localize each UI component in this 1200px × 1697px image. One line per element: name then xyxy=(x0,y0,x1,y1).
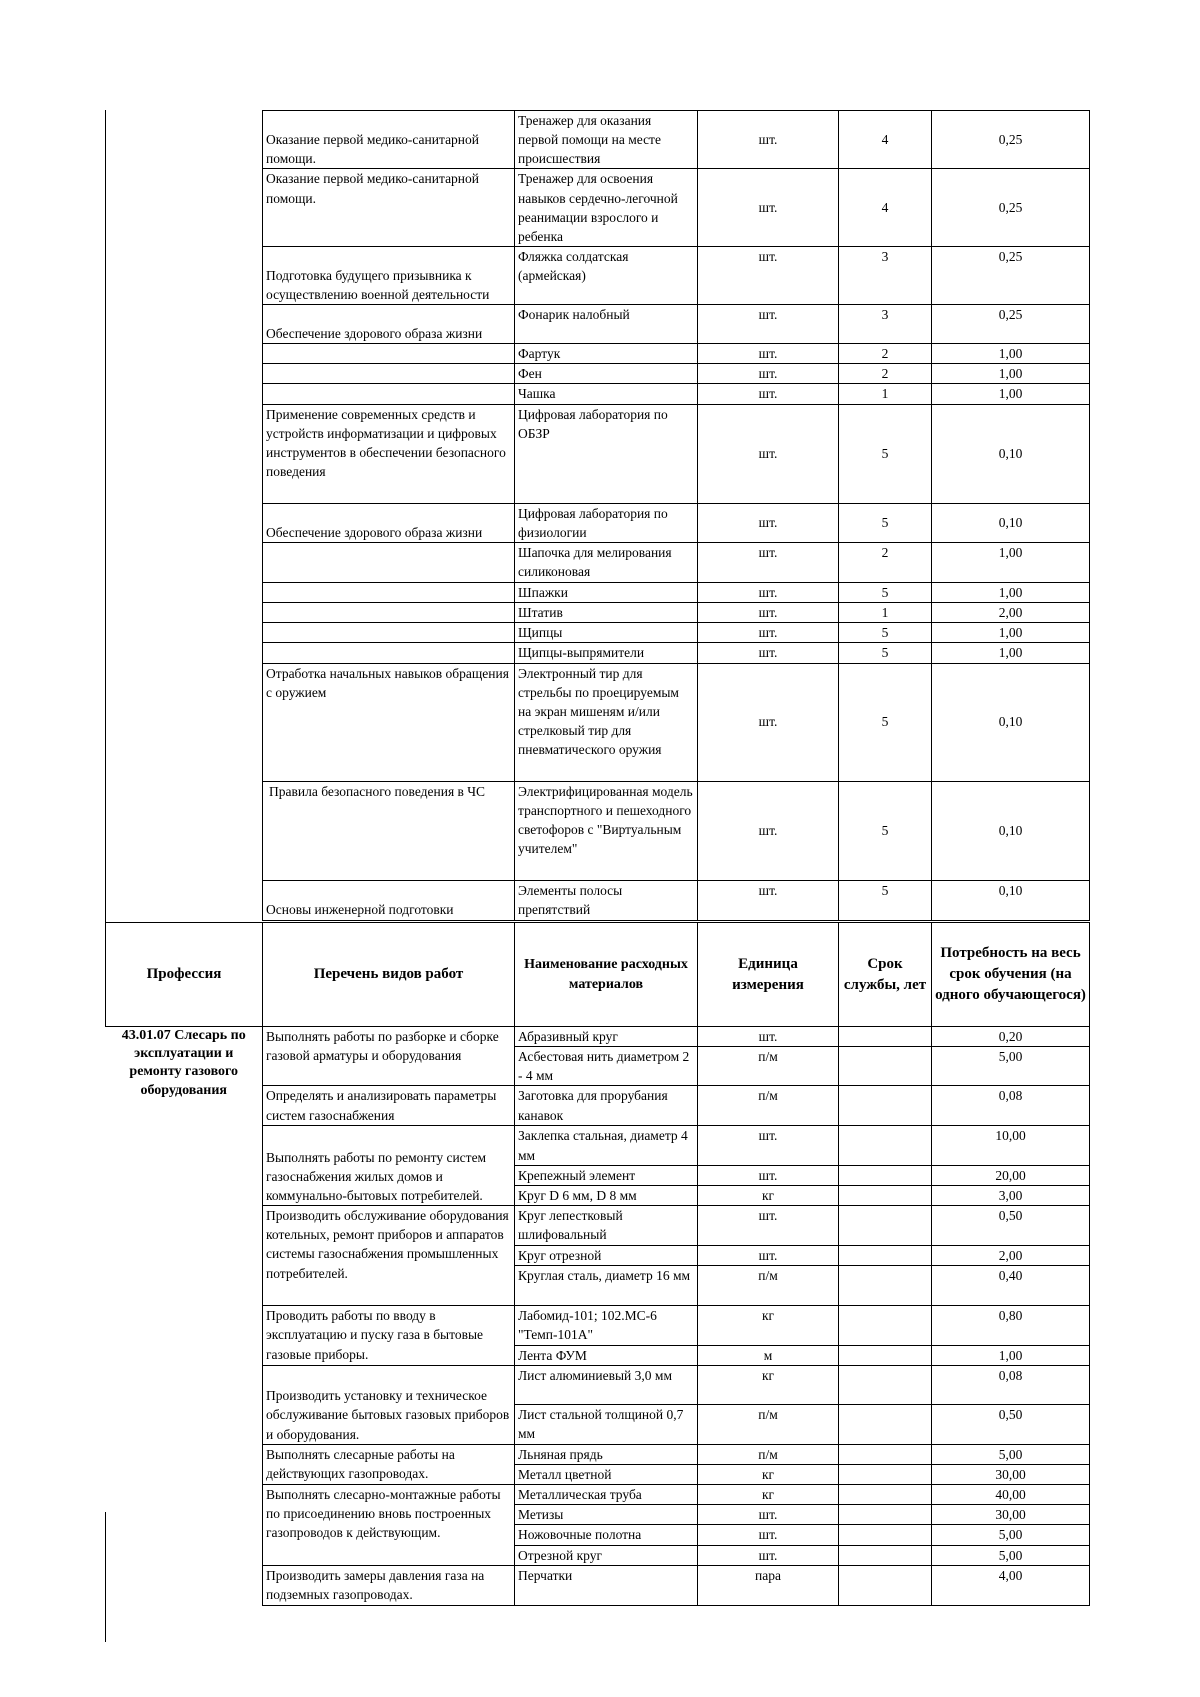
unit-cell: шт. xyxy=(698,880,839,920)
quantity-cell: 3 xyxy=(839,305,932,344)
unit-cell: пара xyxy=(698,1565,839,1605)
norm-cell: 1,00 xyxy=(932,542,1090,582)
unit-cell: кг xyxy=(698,1306,839,1345)
material-name-cell: Круг лепестковый шлифовальный xyxy=(515,1206,698,1246)
unit-cell: шт. xyxy=(698,781,839,880)
material-name-cell: Металлическая труба xyxy=(515,1485,698,1505)
unit-cell: шт. xyxy=(698,1027,839,1047)
equipment-name-cell: Цифровая лаборатория по ОБЗР xyxy=(515,404,698,503)
work-type-cell xyxy=(263,603,515,623)
requirement-cell: 0,20 xyxy=(932,1027,1090,1047)
quantity-cell: 2 xyxy=(839,542,932,582)
material-name-cell: Абразивный круг xyxy=(515,1027,698,1047)
quantity-cell: 1 xyxy=(839,384,932,404)
work-type-cell: Проводить работы по вводу в эксплуатацию и пуску газа в бытовые газовые приборы. xyxy=(263,1306,515,1365)
requirement-cell: 30,00 xyxy=(932,1505,1090,1525)
equipment-name-cell: Шпажки xyxy=(515,582,698,602)
unit-cell: шт. xyxy=(698,169,839,247)
unit-cell: шт. xyxy=(698,1246,839,1266)
table-row xyxy=(263,603,1090,623)
work-type-cell: Оказание первой медико-санитарной помощи. xyxy=(263,169,515,247)
requirement-cell: 3,00 xyxy=(932,1185,1090,1205)
unit-cell: п/м xyxy=(698,1444,839,1464)
work-type-cell xyxy=(263,384,515,404)
table-row xyxy=(263,623,1090,643)
service-life-cell xyxy=(839,1266,932,1306)
material-name-cell: Льняная прядь xyxy=(515,1444,698,1464)
table-row xyxy=(263,344,1090,364)
norm-cell: 0,10 xyxy=(932,404,1090,503)
material-name-cell: Заготовка для прорубания канавок xyxy=(515,1086,698,1126)
equipment-name-cell: Электронный тир для стрельбы по проецируемым на экран мишеням и/или стрелковый тир для пневматического оружия xyxy=(515,663,698,781)
norm-cell: 1,00 xyxy=(932,643,1090,663)
table-row xyxy=(263,880,1090,920)
requirement-cell: 0,08 xyxy=(932,1086,1090,1126)
equipment-name-cell: Цифровая лаборатория по физиологии xyxy=(515,503,698,542)
work-type-cell xyxy=(263,623,515,643)
service-life-cell xyxy=(839,1565,932,1605)
quantity-cell: 5 xyxy=(839,582,932,602)
equipment-name-cell: Чашка xyxy=(515,384,698,404)
table-row xyxy=(263,663,1090,781)
profession-cell: 43.01.07 Слесарь по эксплуатации и ремонту газового оборудования xyxy=(106,1027,263,1606)
material-name-cell: Лист стальной толщиной 0,7 мм xyxy=(515,1404,698,1444)
quantity-cell: 4 xyxy=(839,169,932,247)
requirement-cell: 0,08 xyxy=(932,1365,1090,1404)
material-name-cell: Заклепка стальная, диаметр 4 мм xyxy=(515,1126,698,1165)
requirement-cell: 0,50 xyxy=(932,1206,1090,1246)
material-name-cell: Лист алюминиевый 3,0 мм xyxy=(515,1365,698,1404)
quantity-cell: 2 xyxy=(839,344,932,364)
service-life-cell xyxy=(839,1185,932,1205)
table-row xyxy=(263,305,1090,344)
service-life-cell xyxy=(839,1165,932,1185)
work-type-cell: Выполнять слесарно-монтажные работы по присоединению вновь построенных газопроводов к действующим. xyxy=(263,1485,515,1566)
unit-cell: шт. xyxy=(698,1206,839,1246)
norm-cell: 1,00 xyxy=(932,384,1090,404)
table-row xyxy=(263,503,1090,542)
work-type-cell: Производить установку и техническое обслуживание бытовых газовых приборов и оборудования. xyxy=(263,1365,515,1444)
work-type-cell: Выполнять работы по разборке и сборке газовой арматуры и оборудования xyxy=(263,1027,515,1086)
material-name-cell: Отрезной круг xyxy=(515,1545,698,1565)
equipment-name-cell: Щипцы-выпрямители xyxy=(515,643,698,663)
unit-cell: кг xyxy=(698,1485,839,1505)
header-materials: Наименование расходных материалов xyxy=(515,923,698,1027)
unit-cell: шт. xyxy=(698,344,839,364)
service-life-cell xyxy=(839,1047,932,1086)
unit-cell: м xyxy=(698,1345,839,1365)
service-life-cell xyxy=(839,1485,932,1505)
service-life-cell xyxy=(839,1086,932,1126)
unit-cell: кг xyxy=(698,1365,839,1404)
unit-cell: п/м xyxy=(698,1266,839,1306)
requirement-cell: 0,40 xyxy=(932,1266,1090,1306)
unit-cell: шт. xyxy=(698,643,839,663)
header-requirement: Потребность на весь срок обучения (на одного обучающегося) xyxy=(932,923,1090,1027)
header-unit: Единица измерения xyxy=(698,923,839,1027)
unit-cell: шт. xyxy=(698,623,839,643)
table-row xyxy=(263,643,1090,663)
unit-cell: п/м xyxy=(698,1404,839,1444)
work-type-cell: Оказание первой медико-санитарной помощи. xyxy=(263,111,515,169)
requirement-cell: 0,50 xyxy=(932,1404,1090,1444)
equipment-table xyxy=(262,110,1090,921)
equipment-name-cell: Шапочка для мелирования силиконовая xyxy=(515,542,698,582)
requirement-cell: 5,00 xyxy=(932,1047,1090,1086)
work-type-cell: Обеспечение здорового образа жизни xyxy=(263,503,515,542)
left-border-line xyxy=(105,110,106,922)
quantity-cell: 5 xyxy=(839,663,932,781)
service-life-cell xyxy=(839,1505,932,1525)
service-life-cell xyxy=(839,1345,932,1365)
unit-cell: шт. xyxy=(698,1545,839,1565)
norm-cell: 0,25 xyxy=(932,247,1090,305)
requirement-cell: 2,00 xyxy=(932,1246,1090,1266)
service-life-cell xyxy=(839,1027,932,1047)
requirement-cell: 20,00 xyxy=(932,1165,1090,1185)
unit-cell: шт. xyxy=(698,384,839,404)
material-name-cell: Метизы xyxy=(515,1505,698,1525)
quantity-cell: 5 xyxy=(839,781,932,880)
work-type-cell xyxy=(263,643,515,663)
quantity-cell: 1 xyxy=(839,603,932,623)
table-row xyxy=(263,781,1090,880)
table-row xyxy=(263,111,1090,169)
norm-cell: 0,10 xyxy=(932,663,1090,781)
norm-cell: 0,25 xyxy=(932,305,1090,344)
material-name-cell: Асбестовая нить диаметром 2 - 4 мм xyxy=(515,1047,698,1086)
work-type-cell xyxy=(263,582,515,602)
service-life-cell xyxy=(839,1306,932,1345)
work-type-cell xyxy=(263,542,515,582)
quantity-cell: 5 xyxy=(839,503,932,542)
requirement-cell: 30,00 xyxy=(932,1464,1090,1484)
norm-cell: 0,25 xyxy=(932,111,1090,169)
service-life-cell xyxy=(839,1444,932,1464)
unit-cell: шт. xyxy=(698,364,839,384)
equipment-name-cell: Электрифицированная модель транспортного и пешеходного светофоров с "Виртуальным учителем" xyxy=(515,781,698,880)
table-row xyxy=(263,169,1090,247)
norm-cell: 1,00 xyxy=(932,582,1090,602)
header-service-life: Срок службы, лет xyxy=(839,923,932,1027)
quantity-cell: 5 xyxy=(839,643,932,663)
service-life-cell xyxy=(839,1246,932,1266)
requirement-cell: 10,00 xyxy=(932,1126,1090,1165)
norm-cell: 0,10 xyxy=(932,781,1090,880)
requirement-cell: 40,00 xyxy=(932,1485,1090,1505)
material-name-cell: Лабомид-101; 102.МС-6 "Темп-101А" xyxy=(515,1306,698,1345)
requirement-cell: 1,00 xyxy=(932,1345,1090,1365)
service-life-cell xyxy=(839,1365,932,1404)
work-type-cell xyxy=(263,364,515,384)
unit-cell: шт. xyxy=(698,247,839,305)
materials-header-row xyxy=(106,923,1090,1027)
unit-cell: шт. xyxy=(698,542,839,582)
norm-cell: 0,10 xyxy=(932,880,1090,920)
unit-cell: кг xyxy=(698,1464,839,1484)
equipment-name-cell: Фен xyxy=(515,364,698,384)
unit-cell: кг xyxy=(698,1185,839,1205)
unit-cell: шт. xyxy=(698,1525,839,1545)
work-type-cell: Отработка начальных навыков обращения с оружием xyxy=(263,663,515,781)
material-name-cell: Круглая сталь, диаметр 16 мм xyxy=(515,1266,698,1306)
table-row xyxy=(263,384,1090,404)
work-type-cell: Основы инженерной подготовки xyxy=(263,880,515,920)
unit-cell: шт. xyxy=(698,1126,839,1165)
work-type-cell: Обеспечение здорового образа жизни xyxy=(263,305,515,344)
table-row xyxy=(263,364,1090,384)
service-life-cell xyxy=(839,1464,932,1484)
material-name-cell: Круг отрезной xyxy=(515,1246,698,1266)
equipment-name-cell: Щипцы xyxy=(515,623,698,643)
requirement-cell: 5,00 xyxy=(932,1444,1090,1464)
unit-cell: шт. xyxy=(698,603,839,623)
requirement-cell: 0,80 xyxy=(932,1306,1090,1345)
table-row xyxy=(263,404,1090,503)
unit-cell: шт. xyxy=(698,305,839,344)
unit-cell: шт. xyxy=(698,503,839,542)
header-profession: Профессия xyxy=(106,923,263,1027)
equipment-name-cell: Фонарик налобный xyxy=(515,305,698,344)
material-name-cell: Крепежный элемент xyxy=(515,1165,698,1185)
material-name-cell: Лента ФУМ xyxy=(515,1345,698,1365)
requirement-cell: 5,00 xyxy=(932,1525,1090,1545)
requirement-cell: 5,00 xyxy=(932,1545,1090,1565)
work-type-cell: Определять и анализировать параметры систем газоснабжения xyxy=(263,1086,515,1126)
table-row xyxy=(263,247,1090,305)
header-work-types: Перечень видов работ xyxy=(263,923,515,1027)
equipment-name-cell: Тренажер для оказания первой помощи на месте происшествия xyxy=(515,111,698,169)
norm-cell: 0,10 xyxy=(932,503,1090,542)
material-name-cell: Круг D 6 мм, D 8 мм xyxy=(515,1185,698,1205)
work-type-cell: Производить обслуживание оборудования котельных, ремонт приборов и аппаратов системы газоснабжения промышленных потребителей. xyxy=(263,1206,515,1306)
unit-cell: шт. xyxy=(698,663,839,781)
equipment-name-cell: Штатив xyxy=(515,603,698,623)
material-name-cell: Ножовочные полотна xyxy=(515,1525,698,1545)
norm-cell: 1,00 xyxy=(932,344,1090,364)
norm-cell: 1,00 xyxy=(932,623,1090,643)
equipment-name-cell: Тренажер для освоения навыков сердечно-легочной реанимации взрослого и ребенка xyxy=(515,169,698,247)
quantity-cell: 5 xyxy=(839,880,932,920)
service-life-cell xyxy=(839,1525,932,1545)
work-type-cell: Правила безопасного поведения в ЧС xyxy=(263,781,515,880)
work-type-cell: Производить замеры давления газа на подземных газопроводах. xyxy=(263,1565,515,1605)
norm-cell: 1,00 xyxy=(932,364,1090,384)
material-name-cell: Перчатки xyxy=(515,1565,698,1605)
work-type-cell: Выполнять слесарные работы на действующих газопроводах. xyxy=(263,1444,515,1484)
quantity-cell: 4 xyxy=(839,111,932,169)
unit-cell: шт. xyxy=(698,1165,839,1185)
table-row xyxy=(263,582,1090,602)
unit-cell: шт. xyxy=(698,1505,839,1525)
unit-cell: п/м xyxy=(698,1086,839,1126)
service-life-cell xyxy=(839,1545,932,1565)
quantity-cell: 3 xyxy=(839,247,932,305)
table-row xyxy=(106,1027,1090,1047)
work-type-cell: Применение современных средств и устройств информатизации и цифровых инструментов в обеспечении безопасного поведения xyxy=(263,404,515,503)
unit-cell: шт. xyxy=(698,404,839,503)
unit-cell: шт. xyxy=(698,582,839,602)
work-type-cell: Подготовка будущего призывника к осуществлению военной деятельности xyxy=(263,247,515,305)
service-life-cell xyxy=(839,1404,932,1444)
material-name-cell: Металл цветной xyxy=(515,1464,698,1484)
service-life-cell xyxy=(839,1206,932,1246)
equipment-name-cell: Фартук xyxy=(515,344,698,364)
service-life-cell xyxy=(839,1126,932,1165)
requirement-cell: 4,00 xyxy=(932,1565,1090,1605)
equipment-name-cell: Элементы полосы препятствий xyxy=(515,880,698,920)
quantity-cell: 5 xyxy=(839,404,932,503)
unit-cell: шт. xyxy=(698,111,839,169)
work-type-cell xyxy=(263,344,515,364)
work-type-cell: Выполнять работы по ремонту систем газоснабжения жилых домов и коммунально-бытовых потребителей. xyxy=(263,1126,515,1206)
materials-table xyxy=(105,922,1090,1606)
unit-cell: п/м xyxy=(698,1047,839,1086)
norm-cell: 0,25 xyxy=(932,169,1090,247)
table-row xyxy=(263,542,1090,582)
equipment-name-cell: Фляжка солдатская (армейская) xyxy=(515,247,698,305)
quantity-cell: 2 xyxy=(839,364,932,384)
norm-cell: 2,00 xyxy=(932,603,1090,623)
quantity-cell: 5 xyxy=(839,623,932,643)
